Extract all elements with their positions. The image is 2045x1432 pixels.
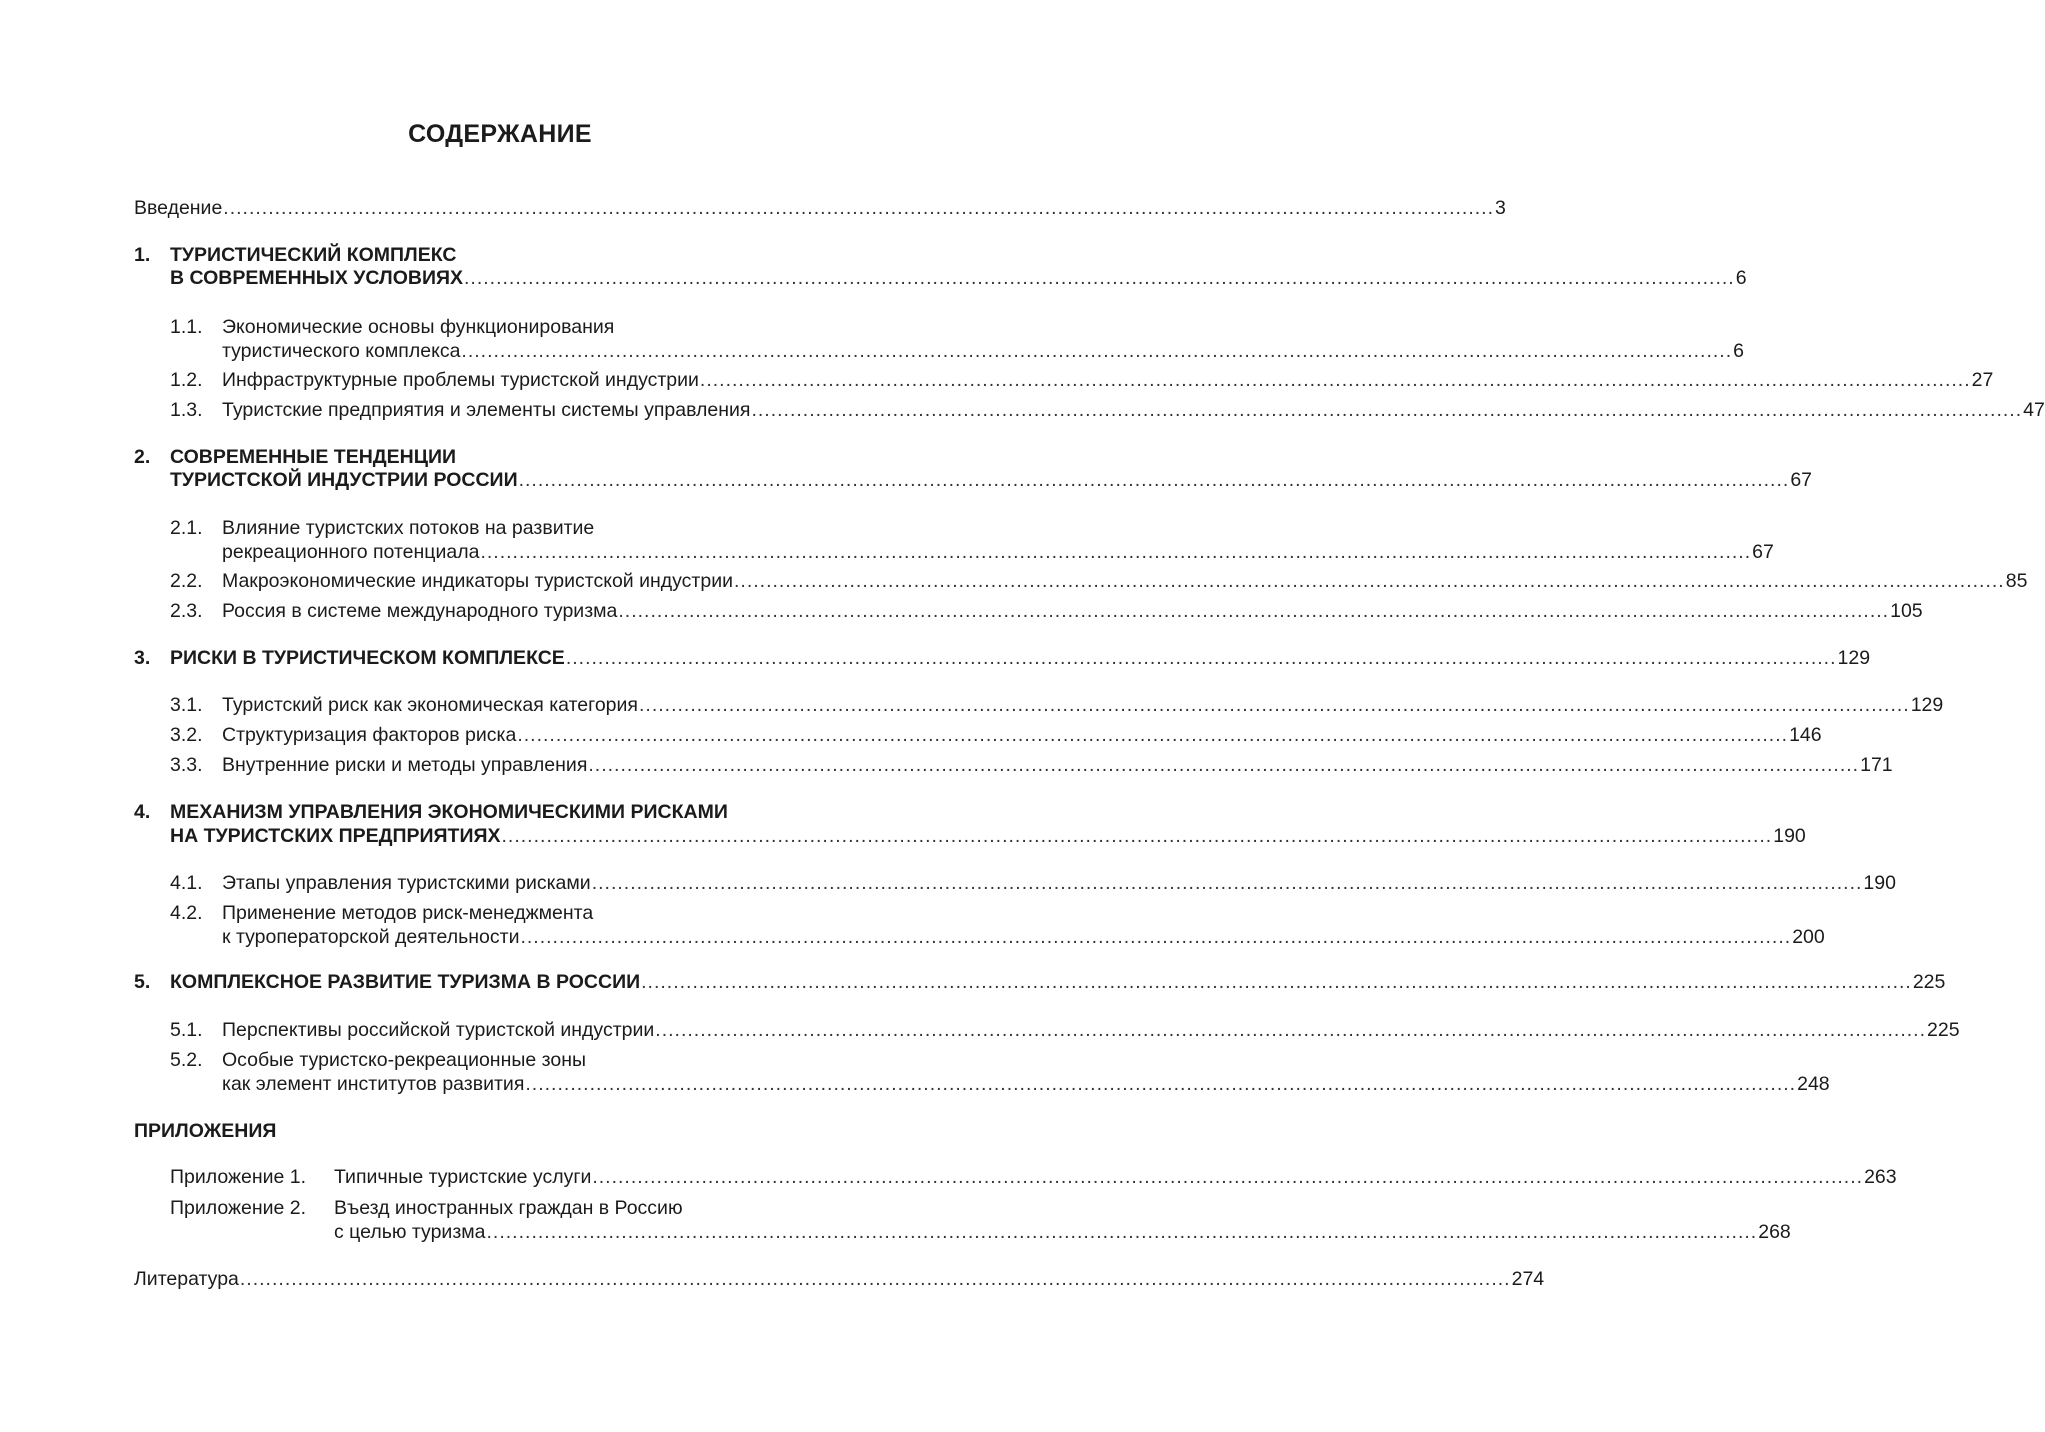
appendix-label: Приложение 2. bbox=[170, 1197, 307, 1219]
leader-dots: ...................................................................................................................................................................................................... bbox=[588, 754, 1860, 776]
page-title: СОДЕРЖАНИЕ bbox=[408, 120, 592, 148]
section-number: 1.2. bbox=[170, 369, 203, 391]
page-number: 129 bbox=[1837, 647, 1871, 669]
page-number: 225 bbox=[1912, 971, 1946, 993]
toc-entry-section-3-3 bbox=[222, 753, 1893, 777]
section-number: 2.3. bbox=[170, 600, 203, 622]
toc-entry-section-5-1 bbox=[222, 1018, 1960, 1042]
appendix-title-line2: с целью туризма bbox=[334, 1221, 486, 1243]
chapter-title-line1: ТУРИСТИЧЕСКИЙ КОМПЛЕКС bbox=[170, 244, 457, 266]
toc-entry-chapter-4 bbox=[170, 824, 1806, 848]
leader-dots: ...................................................................................................................................................................................................... bbox=[525, 1073, 1797, 1095]
entry-text: Введение bbox=[134, 197, 223, 219]
chapter-title-line1: МЕХАНИЗМ УПРАВЛЕНИЯ ЭКОНОМИЧЕСКИМИ РИСКАМИ bbox=[170, 801, 728, 823]
leader-dots: ...................................................................................................................................................................................................... bbox=[239, 1268, 1511, 1290]
section-title: Этапы управления туристскими рисками bbox=[222, 872, 591, 894]
section-number: 2.1. bbox=[170, 517, 203, 539]
leader-dots: ...................................................................................................................................................................................................... bbox=[517, 724, 1789, 746]
page-number: 67 bbox=[1790, 469, 1813, 491]
leader-dots: ...................................................................................................................................................................................................... bbox=[480, 541, 1752, 563]
page-number: 27 bbox=[1971, 369, 1994, 391]
toc-entry-chapter-5 bbox=[170, 970, 1946, 994]
leader-dots: ...................................................................................................................................................................................................... bbox=[520, 926, 1792, 948]
toc-entry-appendix-2 bbox=[334, 1220, 1791, 1244]
leader-dots: ...................................................................................................................................................................................................... bbox=[638, 694, 1910, 716]
leader-dots: ...................................................................................................................................................................................................... bbox=[464, 267, 1735, 289]
page-number: 268 bbox=[1758, 1221, 1791, 1243]
page-number: 6 bbox=[1735, 267, 1747, 289]
leader-dots: ...................................................................................................................................................................................................... bbox=[699, 369, 1971, 391]
toc-entry-intro bbox=[134, 196, 1506, 220]
appendix-label: Приложение 1. bbox=[170, 1166, 307, 1188]
toc-entry-chapter-1 bbox=[170, 266, 1747, 290]
entry-text: Литература bbox=[134, 1268, 239, 1290]
section-title: Перспективы российской туристской индустрии bbox=[222, 1019, 655, 1041]
leader-dots: ...................................................................................................................................................................................................... bbox=[734, 570, 2005, 592]
toc-entry-section-4-1 bbox=[222, 871, 1896, 895]
toc-entry-section-2-1 bbox=[222, 540, 1774, 564]
section-title-line2: туристического комплекса bbox=[222, 340, 461, 362]
section-number: 5.1. bbox=[170, 1019, 203, 1041]
toc-entry-section-2-2 bbox=[222, 569, 2028, 593]
toc-entry-section-2-3 bbox=[222, 599, 1923, 623]
appendix-title: Типичные туристские услуги bbox=[334, 1166, 592, 1188]
page-number: 274 bbox=[1511, 1268, 1545, 1290]
toc-entry-section-1-2 bbox=[222, 368, 1994, 392]
page-number: 47 bbox=[2023, 399, 2045, 421]
chapter-number: 1. bbox=[134, 244, 151, 266]
section-title: Структуризация факторов риска bbox=[222, 724, 517, 746]
page-number: 105 bbox=[1890, 600, 1923, 622]
chapter-title-line2: В СОВРЕМЕННЫХ УСЛОВИЯХ bbox=[170, 267, 463, 289]
section-title: Туристские предприятия и элементы системы управления bbox=[222, 399, 751, 421]
leader-dots: ...................................................................................................................................................................................................... bbox=[641, 971, 1912, 993]
page-number: 190 bbox=[1863, 872, 1896, 894]
toc-entry-section-1-1 bbox=[222, 339, 1744, 363]
chapter-title-line1: СОВРЕМЕННЫЕ ТЕНДЕНЦИИ bbox=[170, 446, 457, 468]
section-number: 2.2. bbox=[170, 570, 203, 592]
page-number: 225 bbox=[1927, 1019, 1960, 1041]
section-number: 3.1. bbox=[170, 694, 203, 716]
leader-dots: ...................................................................................................................................................................................................... bbox=[592, 1166, 1864, 1188]
page-number: 248 bbox=[1797, 1073, 1830, 1095]
chapter-number: 2. bbox=[134, 446, 151, 468]
appendix-title-line1: Въезд иностранных граждан в Россию bbox=[334, 1197, 683, 1219]
toc-entry-literature bbox=[134, 1267, 1545, 1291]
leader-dots: ...................................................................................................................................................................................................... bbox=[518, 469, 1790, 491]
page-number: 200 bbox=[1792, 926, 1825, 948]
chapter-number: 4. bbox=[134, 801, 151, 823]
page-number: 146 bbox=[1789, 724, 1822, 746]
toc-entry-chapter-3 bbox=[170, 646, 1871, 670]
leader-dots: ...................................................................................................................................................................................................... bbox=[591, 872, 1863, 894]
section-title-line2: к туроператорской деятельности bbox=[222, 926, 520, 948]
toc-entry-section-3-1 bbox=[222, 693, 1944, 717]
chapter-number: 3. bbox=[134, 647, 151, 669]
section-number: 1.3. bbox=[170, 399, 203, 421]
section-number: 4.1. bbox=[170, 872, 203, 894]
page-number: 190 bbox=[1773, 825, 1806, 847]
chapter-title-line2: ТУРИСТСКОЙ ИНДУСТРИИ РОССИИ bbox=[170, 469, 518, 491]
toc-entry-appendix-1 bbox=[334, 1165, 1897, 1189]
section-title-line2: рекреационного потенциала bbox=[222, 541, 480, 563]
leader-dots: ...................................................................................................................................................................................................... bbox=[618, 600, 1890, 622]
page-number: 171 bbox=[1860, 754, 1893, 776]
section-title: Внутренние риски и методы управления bbox=[222, 754, 588, 776]
section-title-line1: Экономические основы функционирования bbox=[222, 316, 615, 338]
chapter-number: 5. bbox=[134, 971, 151, 993]
section-title-line1: Особые туристско-рекреационные зоны bbox=[222, 1049, 586, 1071]
page-number: 263 bbox=[1864, 1166, 1897, 1188]
chapter-title: КОМПЛЕКСНОЕ РАЗВИТИЕ ТУРИЗМА В РОССИИ bbox=[170, 971, 641, 993]
page-number: 6 bbox=[1733, 340, 1744, 362]
leader-dots: ...................................................................................................................................................................................................... bbox=[655, 1019, 1926, 1041]
page-number: 67 bbox=[1752, 541, 1774, 563]
page-number: 129 bbox=[1910, 694, 1944, 716]
leader-dots: ...................................................................................................................................................................................................... bbox=[501, 825, 1773, 847]
section-title-line2: как элемент институтов развития bbox=[222, 1073, 525, 1095]
section-number: 1.1. bbox=[170, 316, 203, 338]
toc-entry-section-5-2 bbox=[222, 1072, 1830, 1096]
section-title: Россия в системе международного туризма bbox=[222, 600, 618, 622]
leader-dots: ...................................................................................................................................................................................................... bbox=[751, 399, 2023, 421]
section-title: Макроэкономические индикаторы туристской индустрии bbox=[222, 570, 733, 592]
section-title-line1: Применение методов риск-менеджмента bbox=[222, 902, 594, 924]
section-number: 3.3. bbox=[170, 754, 203, 776]
leader-dots: ...................................................................................................................................................................................................... bbox=[223, 197, 1495, 219]
section-title: Инфраструктурные проблемы туристской индустрии bbox=[222, 369, 699, 391]
leader-dots: ...................................................................................................................................................................................................... bbox=[565, 647, 1837, 669]
toc-entry-chapter-2 bbox=[170, 468, 1813, 492]
section-number: 3.2. bbox=[170, 724, 203, 746]
page-number: 85 bbox=[2005, 570, 2028, 592]
leader-dots: ...................................................................................................................................................................................................... bbox=[486, 1221, 1758, 1243]
section-title: Туристский риск как экономическая категория bbox=[222, 694, 638, 716]
toc-entry-section-1-3 bbox=[222, 398, 2045, 422]
toc-entry-section-3-2 bbox=[222, 723, 1822, 747]
toc-entry-section-4-2 bbox=[222, 925, 1825, 949]
section-number: 4.2. bbox=[170, 902, 203, 924]
chapter-title-line2: НА ТУРИСТСКИХ ПРЕДПРИЯТИЯХ bbox=[170, 825, 501, 847]
leader-dots: ...................................................................................................................................................................................................... bbox=[461, 340, 1733, 362]
section-number: 5.2. bbox=[170, 1049, 203, 1071]
chapter-title: РИСКИ В ТУРИСТИЧЕСКОМ КОМПЛЕКСЕ bbox=[170, 647, 565, 669]
section-title-line1: Влияние туристских потоков на развитие bbox=[222, 517, 595, 539]
page-number: 3 bbox=[1495, 197, 1506, 219]
appendices-heading: ПРИЛОЖЕНИЯ bbox=[134, 1120, 277, 1142]
